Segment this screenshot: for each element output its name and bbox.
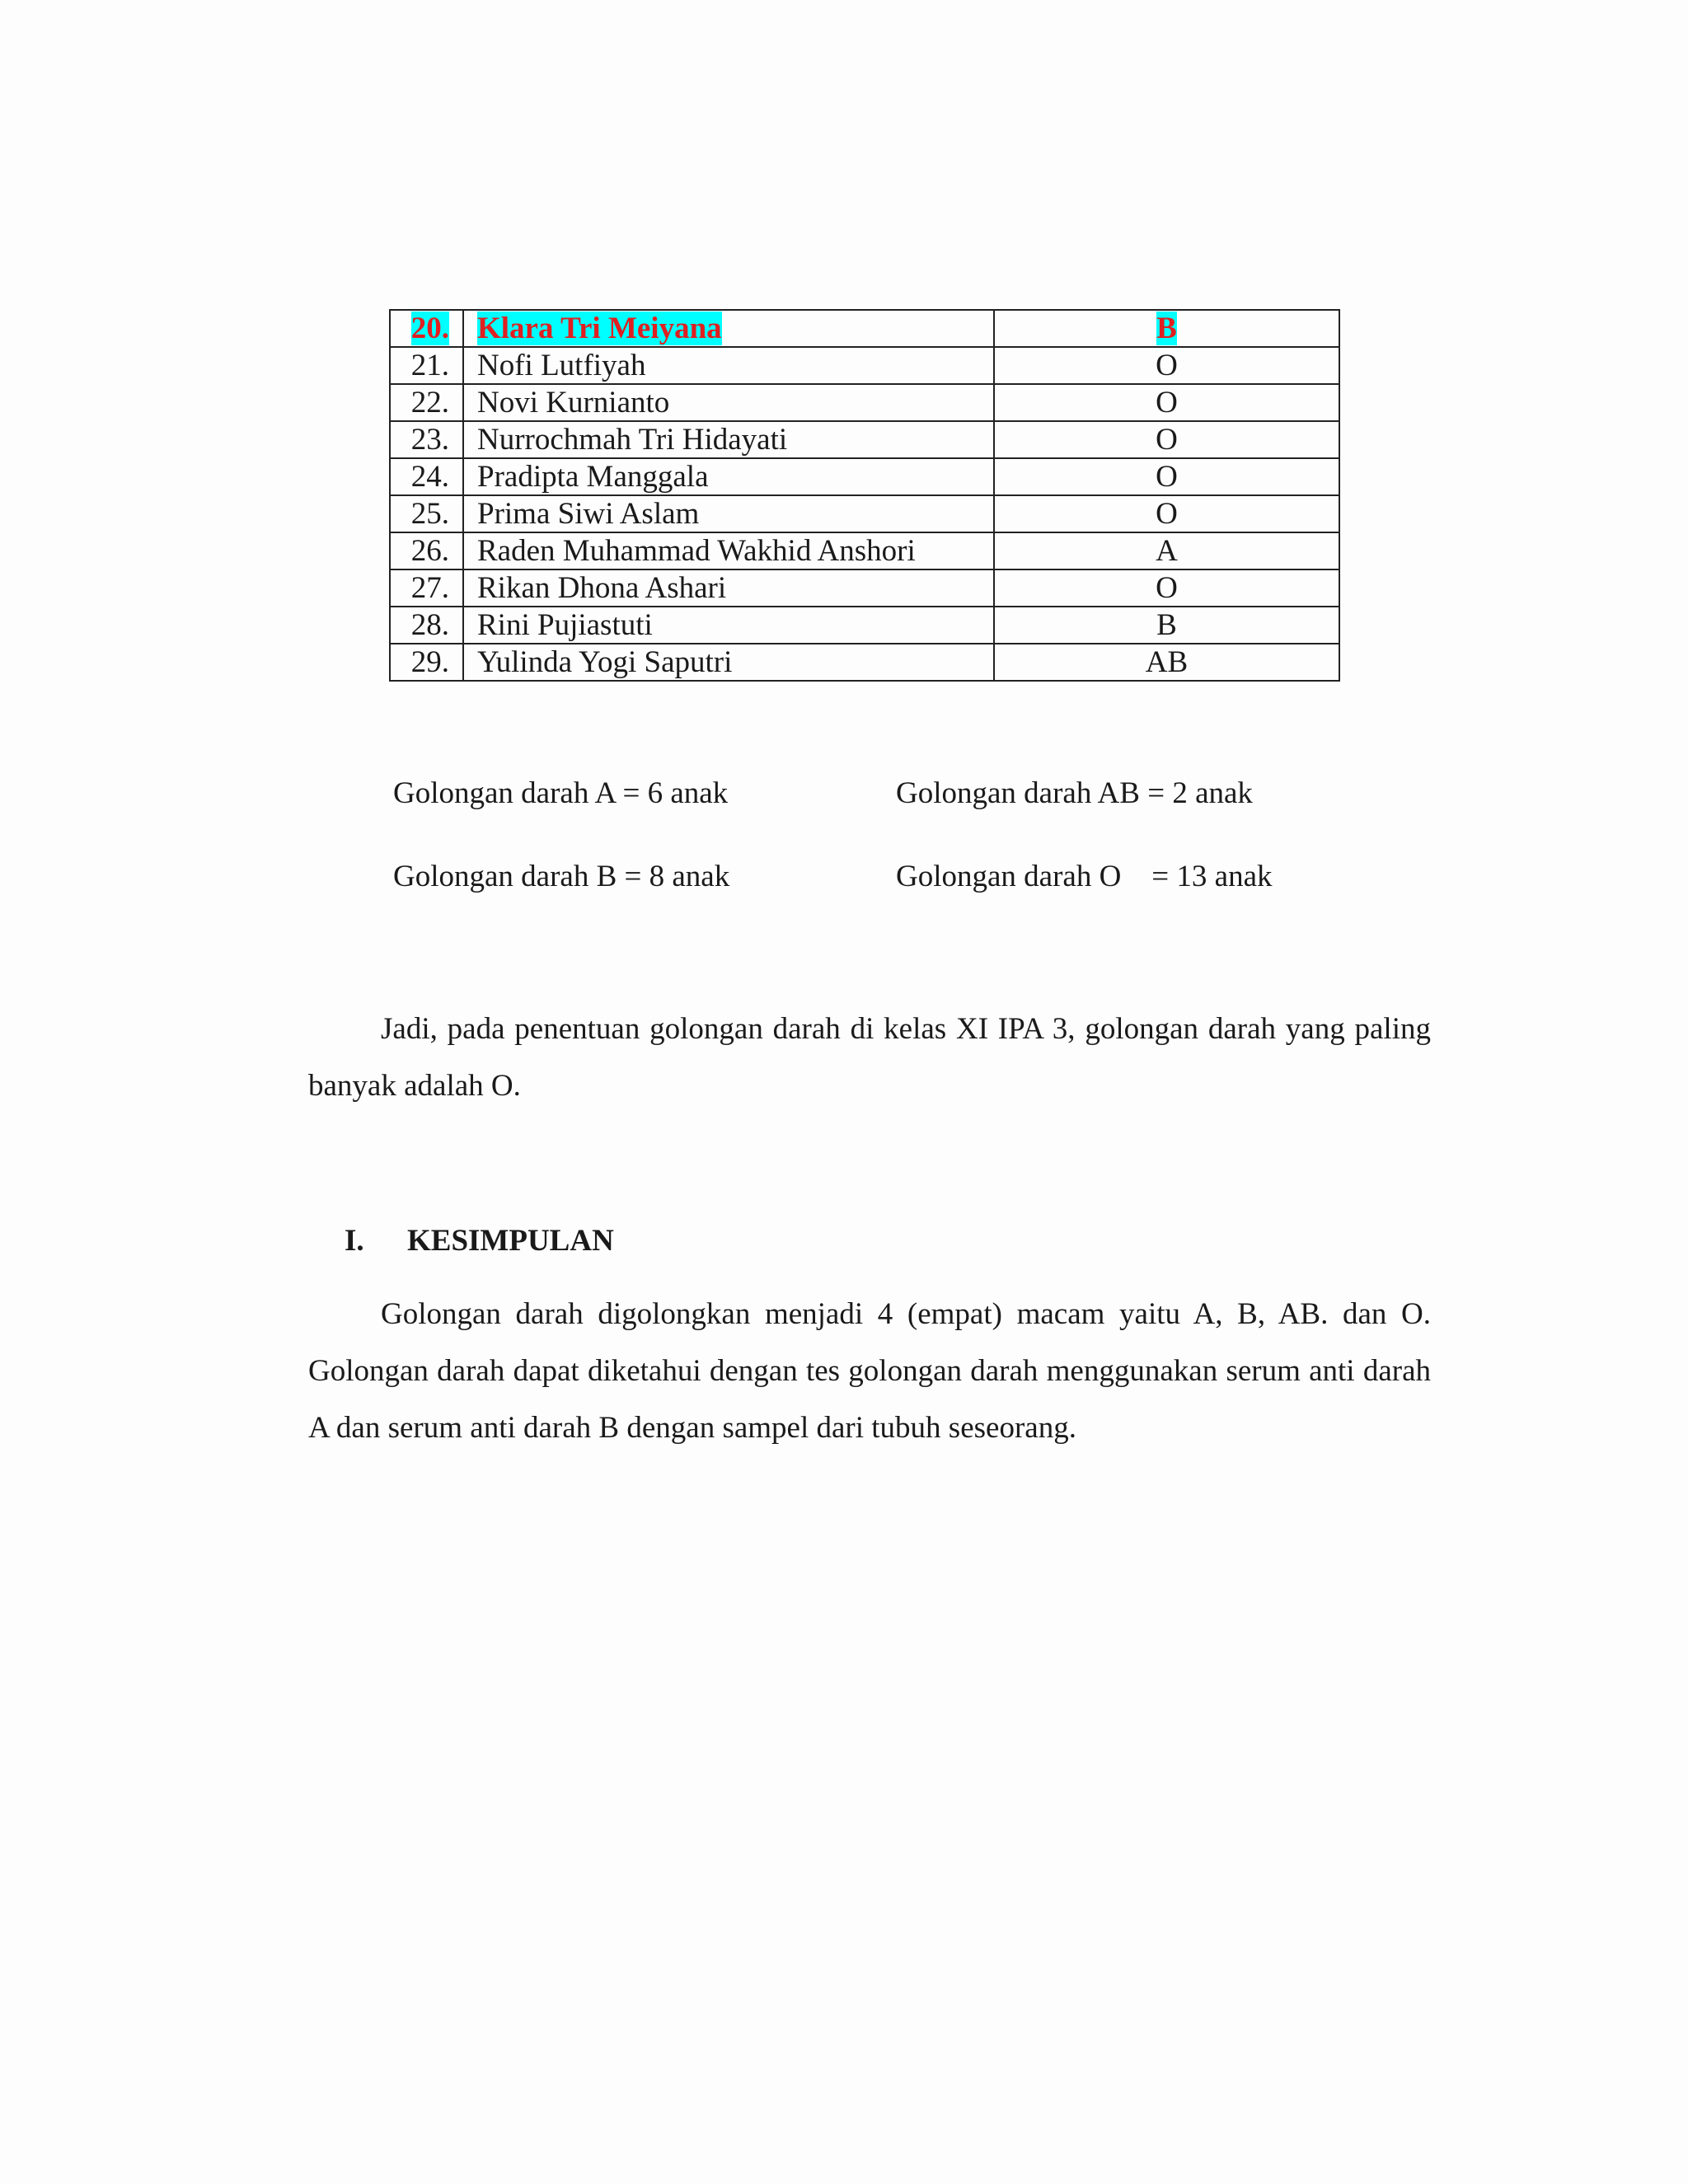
student-name: Rini Pujiastuti <box>463 607 994 644</box>
row-number: 25. <box>390 495 463 532</box>
row-number: 24. <box>390 458 463 495</box>
table-row <box>390 458 1339 495</box>
row-number: 22. <box>390 384 463 421</box>
row-number: 28. <box>390 607 463 644</box>
row-number: 27. <box>390 569 463 607</box>
table-row <box>390 644 1339 681</box>
row-number: 21. <box>390 347 463 384</box>
section-number: I. <box>345 1224 364 1258</box>
blood-type: O <box>994 458 1339 495</box>
summary-type-o: Golongan darah O = 13 anak <box>896 860 1273 893</box>
student-name: Nurrochmah Tri Hidayati <box>463 421 994 458</box>
table-row <box>390 310 1339 347</box>
table-row <box>390 421 1339 458</box>
blood-type: O <box>994 569 1339 607</box>
result-paragraph <box>308 1001 1431 1114</box>
conclusion-text: Golongan darah digolongkan menjadi 4 (empat) macam yaitu A, B, AB. dan O. Golongan darah dapat diketahui dengan tes golongan darah menggunakan serum anti darah A dan serum anti darah B dengan sampel dari tubuh seseorang. <box>308 1297 1431 1445</box>
row-number: 29. <box>390 644 463 681</box>
row-number: 20. <box>410 312 449 345</box>
student-name: Klara Tri Meiyana <box>477 312 722 345</box>
blood-type: O <box>994 347 1339 384</box>
table-row <box>390 607 1339 644</box>
blood-type: B <box>994 607 1339 644</box>
blood-type-table <box>389 309 1340 682</box>
section-heading <box>345 1226 614 1256</box>
summary-type-ab: Golongan darah AB = 2 anak <box>896 776 1253 810</box>
section-title: KESIMPULAN <box>407 1224 614 1258</box>
result-text: Jadi, pada penentuan golongan darah di kelas XI IPA 3, golongan darah yang paling banyak adalah O. <box>308 1012 1431 1103</box>
summary-type-b: Golongan darah B = 8 anak <box>393 860 730 893</box>
table-row <box>390 495 1339 532</box>
table-row <box>390 569 1339 607</box>
summary-type-a: Golongan darah A = 6 anak <box>393 776 729 810</box>
student-name: Rikan Dhona Ashari <box>463 569 994 607</box>
blood-type: O <box>994 495 1339 532</box>
student-name: Pradipta Manggala <box>463 458 994 495</box>
blood-type: O <box>994 384 1339 421</box>
table-row <box>390 347 1339 384</box>
student-name: Prima Siwi Aslam <box>463 495 994 532</box>
student-name: Novi Kurnianto <box>463 384 994 421</box>
blood-type: AB <box>994 644 1339 681</box>
blood-type: O <box>994 421 1339 458</box>
table-row <box>390 384 1339 421</box>
student-name: Yulinda Yogi Saputri <box>463 644 994 681</box>
table-row <box>390 532 1339 569</box>
row-number: 23. <box>390 421 463 458</box>
blood-type: B <box>1156 312 1177 345</box>
blood-type: A <box>994 532 1339 569</box>
conclusion-paragraph <box>308 1286 1431 1456</box>
row-number: 26. <box>390 532 463 569</box>
student-name: Nofi Lutfiyah <box>463 347 994 384</box>
student-name: Raden Muhammad Wakhid Anshori <box>463 532 994 569</box>
